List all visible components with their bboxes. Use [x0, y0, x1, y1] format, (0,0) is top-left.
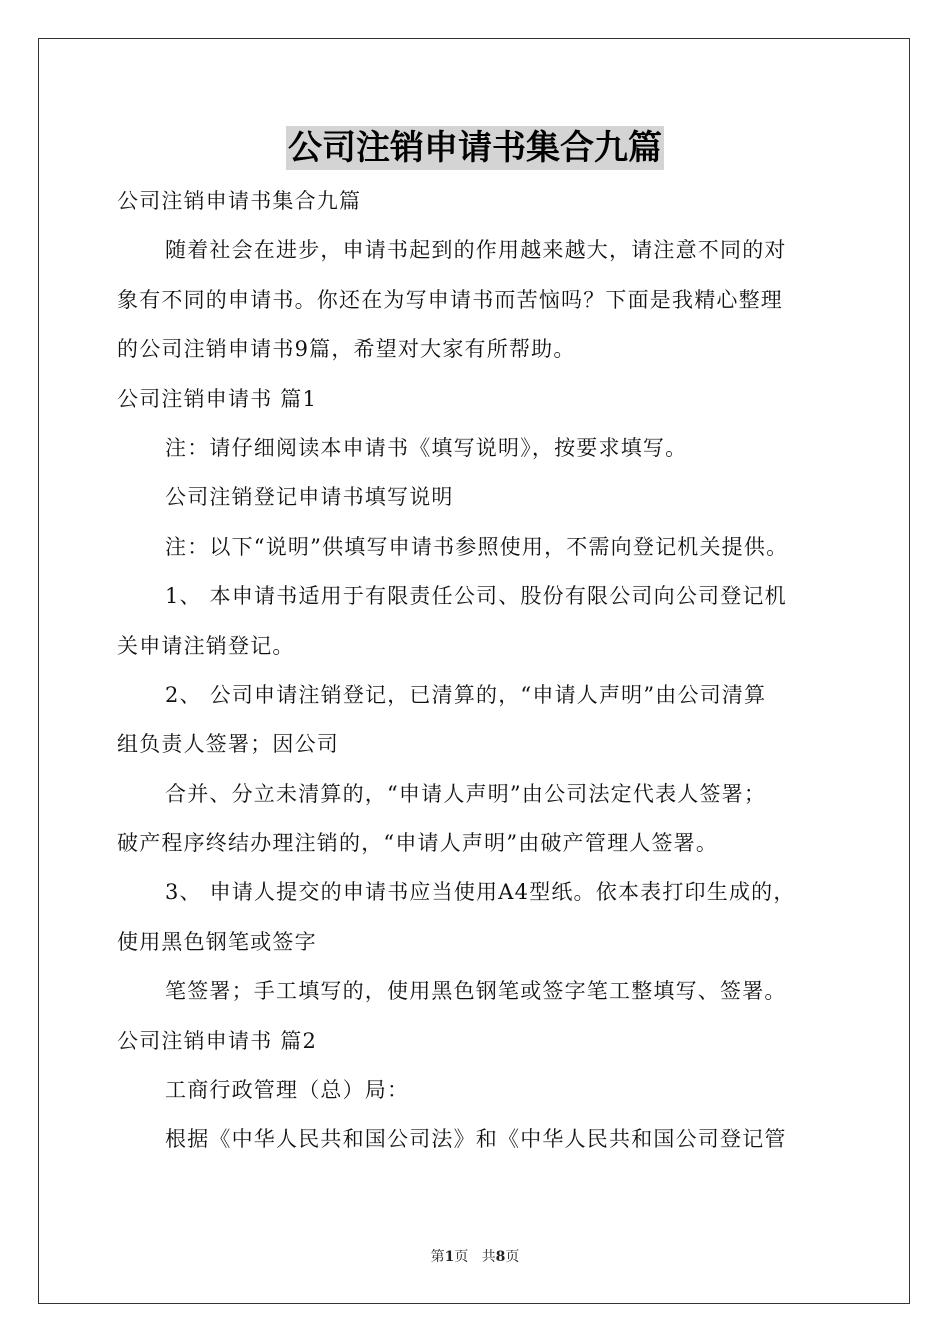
text-line: 破产程序终结办理注销的，“申请人声明”由破产管理人签署。 [117, 831, 719, 856]
text-line: 使用黑色钢笔或签字 [117, 929, 317, 954]
page-prefix: 第 [430, 1249, 445, 1265]
text-line: 注：请仔细阅读本申请书《填写说明》，按要求填写。 [165, 435, 688, 460]
title-container [0, 126, 950, 170]
text-line: 公司注销申请书集合九篇 [117, 189, 362, 213]
total-suffix: 页 [505, 1249, 520, 1265]
text-line: 公司注销申请书 篇2 [117, 1028, 318, 1053]
text-line: 组负责人签署；因公司 [117, 732, 339, 757]
text-line: 关申请注销登记。 [117, 633, 295, 658]
text-line: 合并、分立未清算的，“申请人声明”由公司法定代表人签署； [165, 781, 767, 806]
document-body [117, 177, 837, 1165]
text-line: 2、 公司申请注销登记，已清算的，“申请人声明”由公司清算 [165, 682, 767, 707]
text-line: 3、 申请人提交的申请书应当使用A4型纸。依本表打印生成的， [165, 880, 796, 905]
text-line: 公司注销登记申请书填写说明 [165, 485, 454, 510]
total-pages: 8 [495, 1249, 506, 1265]
text-line: 注：以下“说明”供填写申请书参照使用，不需向登记机关提供。 [165, 534, 789, 559]
text-line: 的公司注销申请书9篇，希望对大家有所帮助。 [117, 337, 576, 362]
text-line: 象有不同的申请书。你还在为写申请书而苦恼吗？下面是我精心整理 [117, 287, 783, 312]
text-line: 笔签署；手工填写的，使用黑色钢笔或签字笔工整填写、签署。 [165, 979, 787, 1004]
text-line: 随着社会在进步，申请书起到的作用越来越大，请注意不同的对 [165, 238, 787, 263]
text-line: 工商行政管理（总）局： [165, 1078, 410, 1103]
text-line: 公司注销申请书 篇1 [117, 386, 318, 411]
document-title: 公司注销申请书集合九篇 [288, 128, 662, 168]
page-footer [0, 1246, 950, 1266]
page-suffix: 页 [454, 1249, 469, 1265]
text-line: 1、 本申请书适用于有限责任公司、股份有限公司向公司登记机 [165, 584, 787, 609]
text-line: 根据《中华人民共和国公司法》和《中华人民共和国公司登记管 [165, 1127, 787, 1152]
page-number: 1 [444, 1249, 455, 1265]
total-prefix: 共 [481, 1249, 496, 1265]
